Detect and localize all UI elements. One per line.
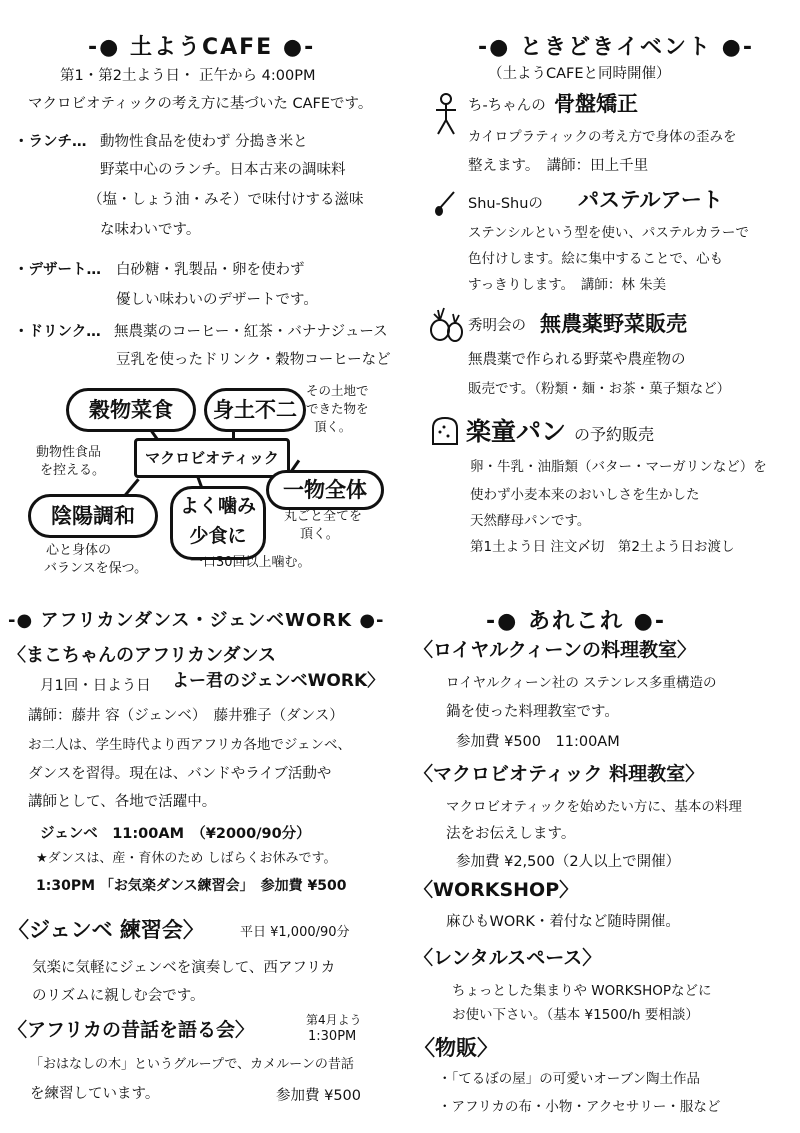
- macro-class-line: 参加費 ¥2,500（2人以上で開催）: [456, 854, 681, 870]
- dessert-label: ・デザート…: [14, 262, 101, 278]
- pan-line: 使わず小麦本来のおいしさを生かした: [470, 487, 700, 503]
- pan-line: 第1土よう日 注文〆切 第2土よう日お渡し: [470, 539, 735, 555]
- person-icon: [432, 92, 460, 136]
- practice-line: 1:30PM 「お気楽ダンス練習会」 参加費 ¥500: [36, 878, 347, 894]
- lunch-line: 動物性食品を使わず 分搗き米と: [100, 134, 308, 150]
- dance-heading: 〈まこちゃんのアフリカンダンス: [8, 645, 277, 666]
- pastel-line: ステンシルという型を使い、パステルカラーで: [468, 225, 749, 241]
- drink-line: 豆乳を使ったドリンク・穀物コーヒーなど: [116, 352, 391, 368]
- macro-class-heading: 〈マクロビオティック 料理教室〉: [414, 763, 705, 785]
- seitai-title: 骨盤矯正: [554, 92, 638, 116]
- djembe-line: ジェンベ 11:00AM （¥2000/90分）: [40, 826, 311, 842]
- yoku-line: よく噛み: [179, 495, 256, 517]
- koku-note: 動物性食品: [36, 445, 102, 460]
- lunch-line: な味わいです。: [100, 222, 201, 238]
- inyo-note: 心と身体の: [46, 543, 112, 558]
- dance-schedule: 月1回・日よう日: [40, 678, 151, 694]
- misc-title: -● あれこれ ●-: [486, 609, 666, 634]
- mukashi-schedule: 1:30PM: [308, 1029, 357, 1044]
- pan-title: 楽童パン: [466, 417, 567, 446]
- royal-line: ロイヤルクィーン社の ステンレス多重構造の: [446, 675, 717, 691]
- seitai-line: カイロプラティックの考え方で身体の歪みを: [468, 129, 737, 145]
- workshop-heading: 〈WORKSHOP〉: [414, 879, 579, 901]
- drink-line: 無農薬のコーヒー・紅茶・バナナジュース: [114, 324, 388, 340]
- koku-bubble: 穀物菜食: [66, 388, 196, 432]
- ichibutsu-note: 頂く。: [300, 527, 339, 542]
- dance-line: お二人は、学生時代より西アフリカ各地でジェンベ、: [28, 737, 352, 753]
- cafe-schedule: 第1・第2土よう日・ 正午から 4:00PM: [60, 68, 316, 84]
- shindo-bubble: 身土不二: [204, 388, 306, 432]
- macro-class-line: 法をお伝えします。: [446, 826, 576, 842]
- renshu-heading: 〈ジェンベ 練習会〉: [8, 918, 204, 942]
- inyo-note: バランスを保つ。: [44, 561, 148, 576]
- dance-line: 講師：藤井 容（ジェンベ） 藤井雅子（ダンス）: [28, 708, 344, 724]
- drink-label: ・ドリンク…: [14, 324, 101, 340]
- rental-line: ちょっとした集まりや WORKSHOPなどに: [452, 983, 712, 999]
- mukashi-line: を練習しています。: [30, 1086, 160, 1102]
- bussan-heading: 〈物販〉: [414, 1036, 498, 1060]
- yasai-title: 無農薬野菜販売: [540, 312, 687, 336]
- macro-class-line: マクロビオティックを始めたい方に、基本の料理: [446, 799, 742, 815]
- yasai-prefix: 秀明会の: [468, 318, 526, 334]
- koku-note: を控える。: [40, 463, 106, 478]
- pastel-line: すっきりします。 講師：林 朱美: [468, 277, 667, 293]
- mukashi-fee: 参加費 ¥500: [276, 1088, 362, 1104]
- dance-heading-2: よー君のジェンベWORK〉: [172, 671, 385, 691]
- africa-title: -● アフリカンダンス・ジェンベWORK ●-: [8, 610, 385, 631]
- mukashi-heading: 〈アフリカの昔話を語る会〉: [8, 1019, 255, 1041]
- dance-note: ★ダンスは、産・育休のため しばらくお休みです。: [36, 851, 337, 866]
- lunch-line: 野菜中心のランチ。日本古来の調味料: [100, 162, 346, 178]
- dance-line: ダンスを習得。現在は、バンドやライブ活動や: [28, 766, 332, 782]
- yoku-bubble: [170, 486, 266, 560]
- mukashi-line: 「おはなしの木」というグループで、カメルーンの昔話: [30, 1057, 354, 1072]
- pan-suffix: の予約販売: [574, 425, 655, 444]
- brush-icon: [432, 190, 458, 218]
- bussan-line: ・「てるぼの屋」の可愛いオーブン陶土作品: [438, 1071, 701, 1087]
- cafe-intro: マクロビオティックの考え方に基づいた CAFEです。: [28, 96, 373, 112]
- ichibutsu-bubble: 一物全体: [266, 470, 384, 510]
- macrobiotic-center-box: マクロビオティック: [134, 438, 290, 478]
- shindo-note: 頂く。: [314, 419, 352, 434]
- cafe-title: -● 土ようCAFE ●-: [88, 35, 316, 60]
- yasai-line: 販売です。（粉類・麺・お茶・菓子類など）: [468, 381, 731, 397]
- rental-heading: 〈レンタルスペース〉: [414, 947, 602, 969]
- workshop-line: 麻ひもWORK・着付など随時開催。: [446, 914, 680, 930]
- renshu-line: のリズムに親しむ会です。: [32, 988, 205, 1004]
- lunch-line: （塩・しょう油・みそ）で味付けする滋味: [88, 192, 364, 208]
- pan-line: 天然酵母パンです。: [470, 513, 591, 529]
- shindo-note: できた物を: [306, 401, 369, 416]
- rental-line: お使い下さい。（基本 ¥1500/h 要相談）: [452, 1007, 699, 1023]
- royal-line: 参加費 ¥500 11:00AM: [456, 734, 620, 750]
- bread-icon: [430, 416, 460, 446]
- royal-line: 鍋を使った料理教室です。: [446, 704, 619, 720]
- dessert-line: 白砂糖・乳製品・卵を使わず: [116, 262, 305, 278]
- yoku-note: 一口30回以上噛む。: [190, 555, 311, 570]
- royal-heading: 〈ロイヤルクィーンの料理教室〉: [414, 639, 696, 661]
- vegetable-icon: [428, 304, 464, 344]
- shindo-note: その土地で: [306, 383, 369, 398]
- inyo-bubble: 陰陽調和: [28, 494, 158, 538]
- bussan-line: ・アフリカの布・小物・アクセサリー・服など: [438, 1099, 721, 1115]
- pastel-line: 色付けします。絵に集中することで、心も: [468, 251, 724, 267]
- renshu-line: 気楽に気軽にジェンベを演奏して、西アフリカ: [32, 960, 336, 976]
- pastel-title: パステルアート: [578, 188, 723, 212]
- pastel-prefix: Shu-Shuの: [468, 196, 543, 212]
- dance-line: 講師として、各地で活躍中。: [28, 794, 217, 810]
- events-title: -● ときどきイベント ●-: [478, 35, 754, 60]
- seitai-line: 整えます。 講師：田上千里: [468, 158, 649, 174]
- yoku-line: 少食に: [189, 525, 247, 547]
- seitai-prefix: ち-ちゃんの: [468, 98, 546, 114]
- mukashi-schedule: 第4月よう: [306, 1013, 362, 1027]
- dessert-line: 優しい味わいのデザートです。: [116, 292, 318, 308]
- renshu-schedule: 平日 ¥1,000/90分: [240, 925, 350, 940]
- events-subtitle: （土ようCAFEと同時開催）: [488, 66, 671, 82]
- pan-line: 卵・牛乳・油脂類（バター・マーガリンなど）を: [470, 459, 767, 475]
- lunch-label: ・ランチ…: [14, 134, 87, 150]
- yasai-line: 無農薬で作られる野菜や農産物の: [468, 352, 686, 368]
- ichibutsu-note: 丸ごと全てを: [284, 509, 363, 524]
